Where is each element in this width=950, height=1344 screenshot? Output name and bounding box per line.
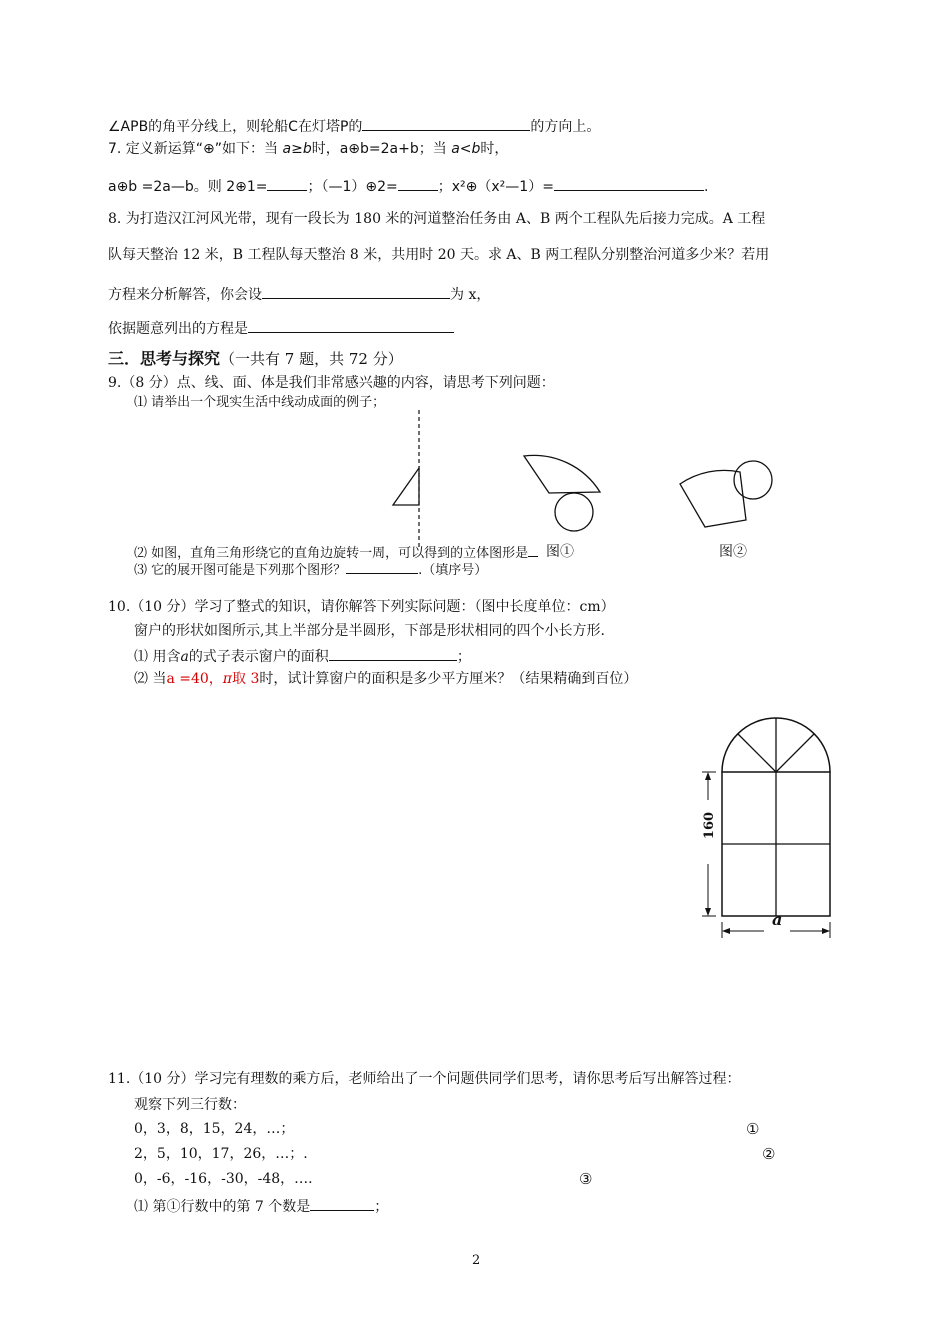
q10-p1-text-2: 的式子表示窗户的面积	[188, 649, 329, 665]
q11-row-2: 2，5，10，17，26，…；.	[134, 1146, 308, 1162]
q10-stem: 10.（10 分）学习了整式的知识，请你解答下列实际问题：（图中长度单位：cm）	[108, 599, 615, 615]
q11-row-2-mark: ②	[762, 1145, 776, 1163]
height-arrow-up	[705, 772, 711, 780]
window-spoke-right	[776, 734, 814, 772]
q8-line-1: 8. 为打造汉江河风光带，现有一段长为 180 米的河道整治任务由 A、B 两个工程队先后接力完成。A 工程	[108, 211, 766, 227]
q11-row-3: 0，-6，-16，-30，-48，….	[134, 1171, 313, 1187]
fig1-caption: 图①	[546, 544, 574, 560]
q7-text-d: a⊕b =2a—b。则 2⊕1=	[108, 179, 268, 195]
q7-var-b: b	[302, 141, 312, 157]
q7-var-a-2: a	[451, 141, 460, 157]
width-arrow-left	[722, 928, 730, 934]
q8-line-2: 队每天整治 12 米，B 工程队每天整治 8 米，共用时 20 天。求 A、B 两工程队分别整治河道多少米？若用	[108, 247, 770, 263]
q7-text-e: ；（—1）⊕2=	[307, 179, 398, 195]
q7-lt: <	[459, 141, 472, 157]
q9-part-1: ⑴ 请举出一个现实生活中线动成面的例子；	[134, 395, 386, 410]
q8-set-end: 为 x，	[450, 287, 491, 303]
q7-text-f: ；x²⊕（x²—1）=	[437, 179, 554, 195]
q10-p2-condition: a =40，	[166, 671, 223, 687]
q10-p1-end: ；	[456, 649, 471, 665]
q9-part-3-end: .（填序号）	[418, 563, 488, 578]
window-spoke-left	[738, 734, 776, 772]
q10-p1-text: ⑴ 用含	[134, 649, 181, 665]
q10-description: 窗户的形状如图所示,其上半部分是半圆形，下部是形状相同的四个小长方形.	[134, 623, 605, 639]
q11-row-1-mark: ①	[746, 1120, 760, 1138]
q9-part-3-text: ⑶ 它的展开图可能是下列那个图形？	[134, 563, 347, 578]
section-3-title: 三．思考与探究	[108, 349, 221, 368]
q11-p1-blank[interactable]	[310, 1196, 374, 1211]
q11-observe: 观察下列三行数：	[134, 1097, 246, 1113]
fig2-caption: 图②	[719, 544, 747, 560]
q11-p1-end: ；	[374, 1199, 389, 1215]
q6-tail-end: 的方向上。	[530, 119, 601, 135]
q9-stem: 9.（8 分）点、线、面、体是我们非常感兴趣的内容，请思考下列问题：	[108, 375, 555, 391]
q7-text-b: 时，a⊕b=2a+b；当	[311, 141, 447, 157]
q10-p2-text: ⑵ 当	[134, 671, 167, 687]
q6-tail-text: ∠APB的角平分线上，则轮船C在灯塔P的	[108, 119, 363, 135]
q8-set-text: 方程来分析解答，你会设	[108, 287, 262, 303]
window-width-label: a	[772, 910, 783, 929]
q10-p2-pi-value: 取 3	[232, 671, 260, 687]
q7-geq: ≥	[291, 141, 303, 157]
q10-p1-var: a	[180, 649, 189, 665]
q8-equation-text: 依据题意列出的方程是	[108, 321, 248, 337]
q9-part-2-text: ⑵ 如图，直角三角形绕它的直角边旋转一周，可以得到的立体图形是	[134, 546, 529, 561]
q11-stem: 11.（10 分）学习完有理数的乘方后，老师给出了一个问题供同学们思考，请你思考后写出解答过程：	[108, 1071, 741, 1087]
window-height-label: 160	[702, 811, 718, 840]
q11-part-1	[134, 1196, 388, 1216]
q10-p2-text-2: 时，试计算窗户的面积是多少平方厘米？（结果精确到百位）	[259, 671, 638, 687]
q7-text-end: .	[703, 179, 709, 195]
height-arrow-down	[705, 908, 711, 916]
q7-text-a: 7. 定义新运算“⊕”如下：当	[108, 141, 279, 157]
q7-var-a: a	[282, 141, 292, 157]
q11-row-1: 0，3，8，15，24，…；	[134, 1121, 295, 1137]
width-arrow-right	[822, 928, 830, 934]
q7-var-b-2: b	[471, 141, 481, 157]
q10-p2-pi: π	[222, 671, 232, 687]
q11-row-3-mark: ③	[579, 1170, 593, 1188]
page-number: 2	[472, 1253, 481, 1268]
q11-p1-text: ⑴ 第①行数中的第 7 个数是	[134, 1199, 311, 1215]
q7-text-c: 时，	[480, 141, 509, 157]
section-3-subtitle: （一共有 7 题，共 72 分）	[220, 350, 403, 368]
